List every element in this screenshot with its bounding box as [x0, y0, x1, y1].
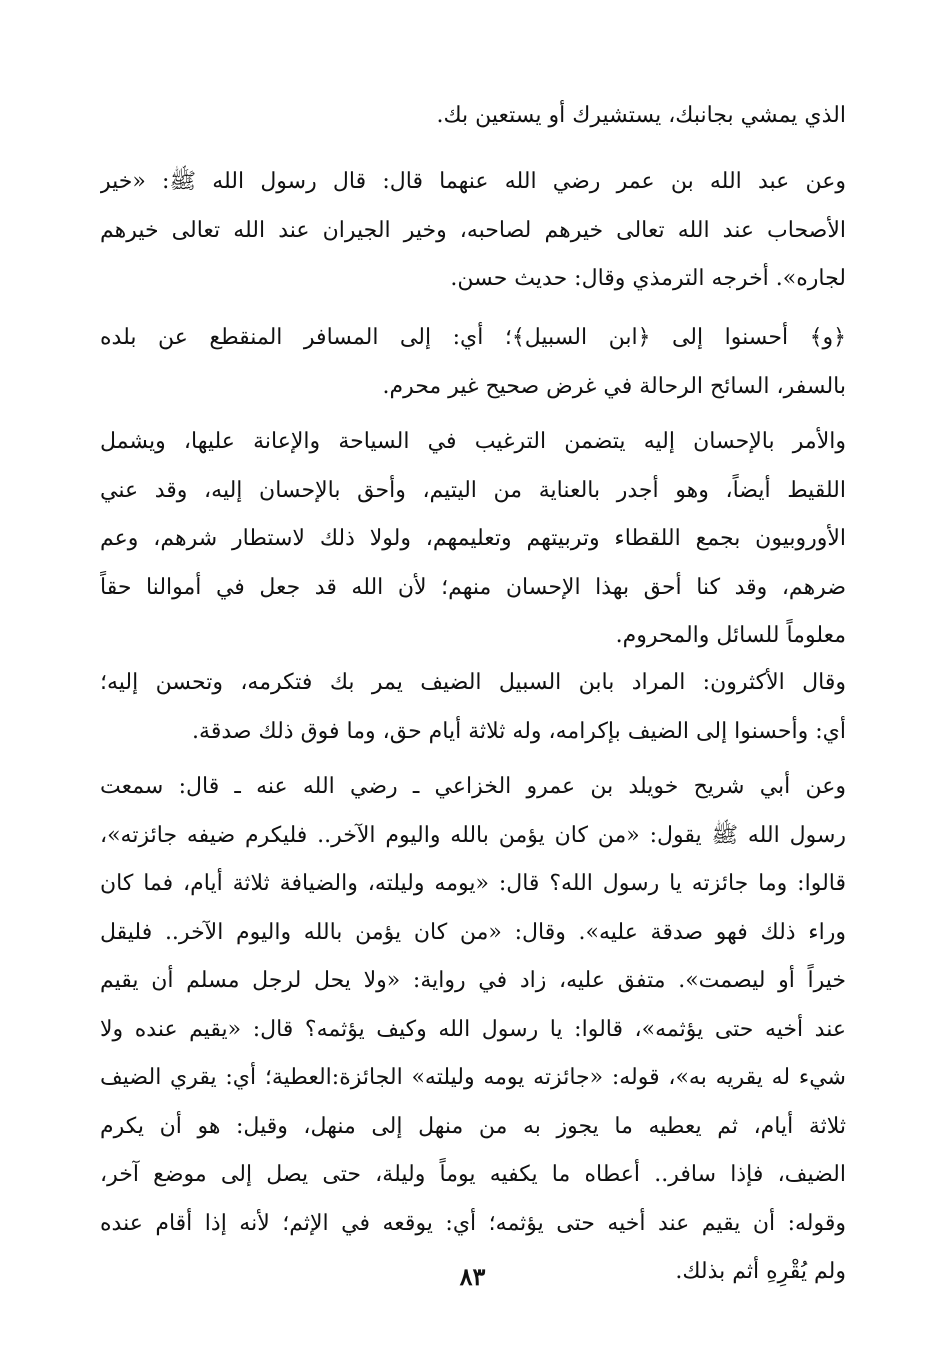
paragraph-line: ولم يُقْرِهِ أثم بذلك.: [675, 1259, 846, 1284]
paragraph-line: خيراً أو ليصمت». متفق عليه، زاد في رواية: «ولا يحل لرجل مسلم أن يقيم: [100, 968, 846, 993]
paragraph-line: أي: وأحسنوا إلى الضيف بإكرامه، وله ثلاثة أيام حق، وما فوق ذلك صدقة.: [192, 718, 846, 744]
paragraph-line: شيء له يقريه به»، قوله: «جائزته يومه وليلته» الجائزة:العطية؛ أي: يقري الضيف: [100, 1065, 846, 1090]
paragraph-line: والأمر بالإحسان إليه يتضمن الترغيب في السياحة والإعانة عليها، ويشمل: [100, 429, 846, 454]
page-number: ٨٣: [459, 1262, 486, 1291]
paragraph-line: ضرهم، وقد كنا أحق بهذا الإحسان منهم؛ لأن الله قد جعل في أموالنا حقاً: [100, 574, 846, 600]
paragraph-line: وعن أبي شريح خويلد بن عمرو الخزاعي ـ رضي الله عنه ـ قال: سمعت: [100, 774, 846, 799]
paragraph-line: وقوله: أن يقيم عند أخيه حتى يؤثمه؛ أي: يوقعه في الإثم؛ لأنه إذا أقام عنده: [100, 1210, 846, 1236]
paragraph-line: الأوروبيون بجمع اللقطاء وتربيتهم وتعليمهم، ولولا ذلك لاستطار شرهم، وعم: [100, 526, 846, 551]
paragraph-3: [100, 314, 846, 411]
paragraph-line: بالسفر، السائح الرحالة في غرض صحيح غير محرم.: [382, 373, 846, 399]
paragraph-line: رسول الله ﷺ يقول: «من كان يؤمن بالله واليوم الآخر.. فليكرم ضيفه جائزته»،: [100, 822, 846, 848]
paragraph-line: وقال الأكثرون: المراد بابن السبيل الضيف يمر بك فتكرمه، وتحسن إليه؛: [100, 670, 846, 695]
paragraph-line: الذي يمشي بجانبك، يستشيرك أو يستعين بك.: [436, 103, 846, 128]
paragraph-line: الأصحاب عند الله تعالى خيرهم لصاحبه، وخير الجيران عند الله تعالى خيرهم: [100, 217, 846, 243]
paragraph-1: [100, 92, 846, 141]
paragraph-line: وراء ذلك فهو صدقة عليه». وقال: «من كان يؤمن بالله واليوم الآخر.. فليقل: [100, 919, 846, 945]
paragraph-line: ﴿و﴾ أحسنوا إلى ﴿ابن السبيل﴾؛ أي: إلى المسافر المنقطع عن بلده: [100, 325, 846, 350]
paragraph-5: [100, 659, 846, 756]
paragraph-4: [100, 418, 846, 661]
paragraph-line: عند أخيه حتى يؤثمه»، قالوا: يا رسول الله وكيف يؤثمه؟ قال: «يقيم عنده ولا: [100, 1016, 846, 1042]
paragraph-line: اللقيط أيضاً، وهو أجدر بالعناية من اليتيم، وأحق بالإحسان إليه، وقد عني: [100, 477, 846, 503]
paragraph-line: وعن عبد الله بن عمر رضي الله عنهما قال: قال رسول الله ﷺ: «خير: [100, 169, 846, 194]
paragraph-line: ثلاثة أيام، ثم يعطيه ما يجوز به من منهل إلى منهل، وقيل: هو أن يكرم: [100, 1113, 846, 1139]
paragraph-6: [100, 763, 846, 1297]
paragraph-line: قالوا: وما جائزته يا رسول الله؟ قال: «يومه وليلته، والضيافة ثلاثة أيام، فما كان: [100, 871, 846, 896]
paragraph-line: الضيف، فإذا سافر.. أعطاه ما يكفيه يوماً وليلة، حتى يصل إلى موضع آخر،: [100, 1162, 846, 1187]
paragraph-line: معلوماً للسائل والمحروم.: [615, 623, 846, 648]
paragraph-2: [100, 158, 846, 304]
paragraph-line: لجاره». أخرجه الترمذي وقال: حديث حسن.: [450, 266, 846, 291]
